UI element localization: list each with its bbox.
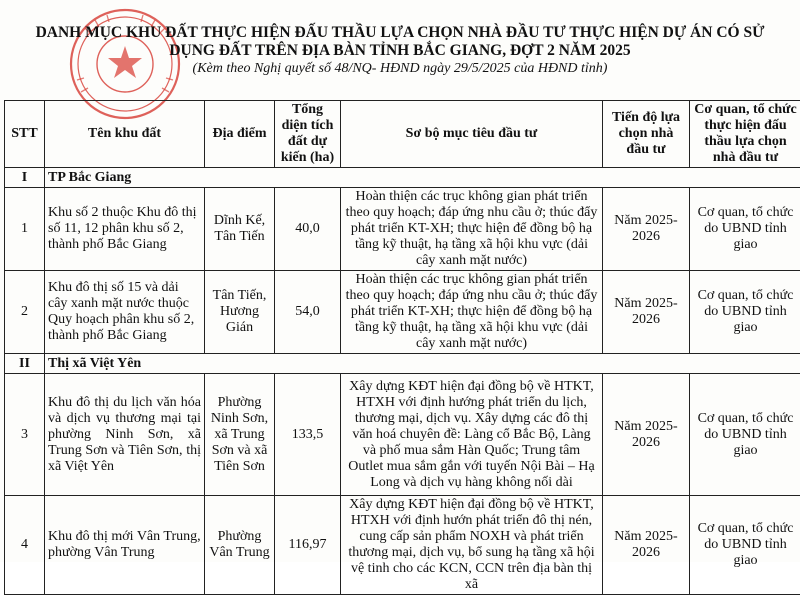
section-name: TP Bắc Giang [45, 168, 800, 188]
cell-location: Phường Ninh Sơn, xã Trung Sơn và xã Tiên Sơn [205, 374, 275, 496]
document-title-line-1: DANH MỤC KHU ĐẤT THỰC HIỆN ĐẤU THẦU LỰA CHỌN NHÀ ĐẦU TƯ THỰC HIỆN DỰ ÁN CÓ SỬ [0, 24, 800, 42]
table-row [5, 271, 800, 354]
cell-location: Phường Vân Trung [205, 496, 275, 595]
cell-area: 133,5 [275, 374, 341, 496]
table-header-row [5, 101, 800, 168]
cell-objective: Xây dựng KĐT hiện đại đồng bộ về HTKT, HTXH với định hướng phát triển du lịch, thương mại, dịch vụ. Xây dựng các đô thị văn hoá chuyên đề: Làng cổ Bắc Bộ, Làng và phố mua sắm Hàn Quốc; Trung tâm Outlet mua sắm gắn với tuyến Nội Bài – Hạ Long và dịch vụ hàng không nối dài [341, 374, 603, 496]
cell-agency: Cơ quan, tổ chức do UBND tỉnh giao [690, 496, 800, 595]
section-name: Thị xã Việt Yên [45, 354, 800, 374]
header-area: Tổng diện tích đất dự kiến (ha) [275, 101, 341, 168]
cell-area: 40,0 [275, 188, 341, 271]
cell-stt: 1 [5, 188, 45, 271]
cell-stt: 3 [5, 374, 45, 496]
table-row [5, 188, 800, 271]
cell-agency: Cơ quan, tổ chức do UBND tỉnh giao [690, 374, 800, 496]
cell-objective: Xây dựng KĐT hiện đại đồng bộ về HTKT, HTXH với định hướn phát triển đô thị nén, cung cấp sản phẩm NOXH và phát triển thương mại, dịch vụ, bổ sung hạ tầng xã hội vệ tinh cho các KCN, CCN trên địa bàn thị xã [341, 496, 603, 595]
header-name: Tên khu đất [45, 101, 205, 168]
header-location: Địa điểm [205, 101, 275, 168]
cell-schedule: Năm 2025-2026 [603, 271, 690, 354]
cell-objective: Hoàn thiện các trục không gian phát triển theo quy hoạch; đáp ứng nhu cầu ở; thúc đẩy phát triển KT-XH; thực hiện để đồng bộ hạ tầng kỹ thuật, hạ tầng xã hội khu vực (dải cây xanh mặt nước) [341, 188, 603, 271]
table-row [5, 374, 800, 496]
header-agency: Cơ quan, tổ chức thực hiện đấu thầu lựa chọn nhà đầu tư [690, 101, 800, 168]
cell-name: Khu đô thị mới Vân Trung, phường Vân Trung [45, 496, 205, 595]
cell-agency: Cơ quan, tổ chức do UBND tỉnh giao [690, 271, 800, 354]
cell-schedule: Năm 2025-2026 [603, 188, 690, 271]
cell-location: Tân Tiến, Hương Gián [205, 271, 275, 354]
land-list-table [4, 100, 800, 595]
section-row [5, 354, 800, 374]
cell-schedule: Năm 2025-2026 [603, 374, 690, 496]
document-subtitle: (Kèm theo Nghị quyết số 48/NQ- HĐND ngày 29/5/2025 của HĐND tỉnh) [0, 60, 800, 78]
cell-stt: 4 [5, 496, 45, 595]
cell-area: 54,0 [275, 271, 341, 354]
section-number: I [5, 168, 45, 188]
header-schedule: Tiến độ lựa chọn nhà đầu tư [603, 101, 690, 168]
header-stt: STT [5, 101, 45, 168]
document-title-line-2: DỤNG ĐẤT TRÊN ĐỊA BÀN TỈNH BẮC GIANG, ĐỢT 2 NĂM 2025 [0, 42, 800, 60]
section-number: II [5, 354, 45, 374]
cell-name: Khu đô thị số 15 và dải cây xanh mặt nước thuộc Quy hoạch phân khu số 2, thành phố Bắc Giang [45, 271, 205, 354]
cell-stt: 2 [5, 271, 45, 354]
cell-name: Khu đô thị du lịch văn hóa và dịch vụ thương mại tại phường Ninh Sơn, xã Trung Sơn và Tiên Sơn, thị xã Việt Yên [45, 374, 205, 496]
table-row [5, 496, 800, 595]
cell-objective: Hoàn thiện các trục không gian phát triển theo quy hoạch; đáp ứng nhu cầu ở; thúc đẩy phát triển KT-XH; thực hiện để đồng bộ hạ tầng kỹ thuật, hạ tầng xã hội khu vực (dải cây xanh mặt nước) [341, 271, 603, 354]
section-row [5, 168, 800, 188]
cell-area: 116,97 [275, 496, 341, 595]
cell-schedule: Năm 2025-2026 [603, 496, 690, 595]
cell-location: Dĩnh Kế, Tân Tiến [205, 188, 275, 271]
cell-name: Khu số 2 thuộc Khu đô thị số 11, 12 phân khu số 2, thành phố Bắc Giang [45, 188, 205, 271]
cell-agency: Cơ quan, tổ chức do UBND tỉnh giao [690, 188, 800, 271]
header-objective: Sơ bộ mục tiêu đầu tư [341, 101, 603, 168]
